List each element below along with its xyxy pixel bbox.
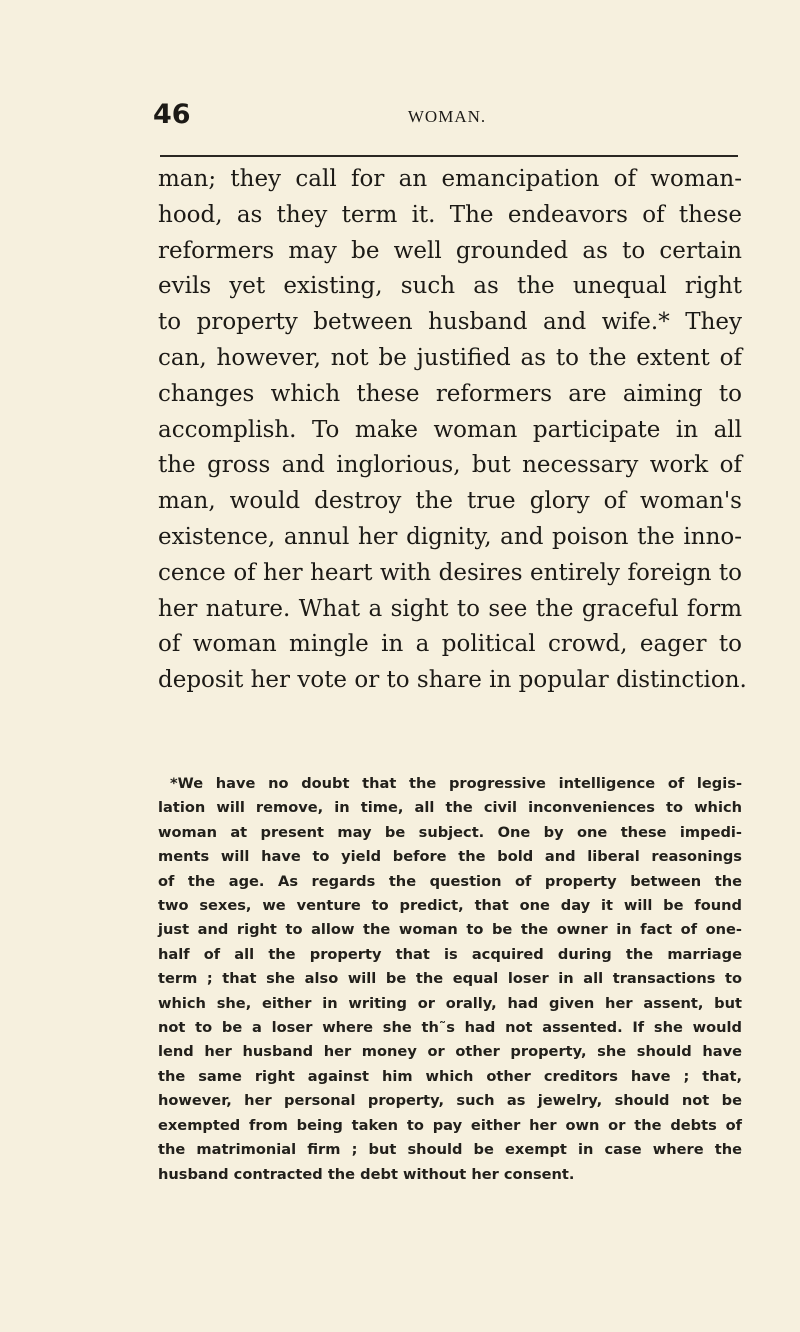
page-number: 46 [153,99,191,130]
body-line: cence of her heart with desires entirely foreign to [158,559,742,586]
footnote [158,772,742,1187]
footnote-line: *We have no doubt that the progressive intelligence of legis- [170,775,742,792]
body-paragraph [158,162,747,699]
footnote-line: however, her personal property, such as jewelry, should not be [158,1092,742,1110]
body-line: changes which these reformers are aiming to [158,380,742,407]
body-line: hood, as they term it. The endeavors of these [158,201,742,228]
body-line: to property between husband and wife.* They [158,309,742,336]
footnote-line: term ; that she also will be the equal loser in all transactions to [158,970,742,988]
running-head: WOMAN. [407,107,487,126]
body-line: the gross and inglorious, but necessary work of [158,452,742,479]
body-line: of woman mingle in a political crowd, eager to [158,631,742,658]
footnote-line: the matrimonial firm ; but should be exempt in case where the [158,1141,742,1159]
footnote-line: husband contracted the debt without her consent. [158,1165,575,1183]
footnote-line: just and right to allow the woman to be the owner in fact of one- [158,921,742,939]
footnote-line: half of all the property that is acquired during the marriage [158,945,742,963]
page-header [153,95,741,135]
body-line: her nature. What a sight to see the graceful form [158,595,742,622]
footnote-line: lend her husband her money or other property, she should have [158,1043,742,1061]
body-line: man; they call for an emancipation of woman- [158,166,742,192]
body-line: existence, annul her dignity, and poison the inno- [158,523,742,550]
footnote-line: not to be a loser where she th˜s had not assented. If she would [158,1019,742,1037]
body-line: can, however, not be justified as to the extent of [158,344,742,371]
footnote-line: exempted from being taken to pay either her own or the debts of [158,1116,742,1134]
body-line: evils yet existing, such as the unequal right [158,273,742,300]
body-line: accomplish. To make woman participate in all [158,416,742,443]
footnote-line: woman at present may be subject. One by one these impedi- [158,823,742,841]
footnote-line: which she, either in writing or orally, had given her assent, but [158,994,742,1012]
body-line: man, would destroy the true glory of woman's [158,488,742,515]
footnote-line: two sexes, we venture to predict, that one day it will be found [158,897,742,915]
footnote-line: of the age. As regards the question of property between the [158,872,742,890]
footnote-line: ments will have to yield before the bold and liberal reasonings [158,848,742,866]
footnote-line: the same right against him which other creditors have ; that, [158,1067,742,1085]
footnote-line: lation will remove, in time, all the civil inconveniences to which [158,799,742,817]
body-line: reformers may be well grounded as to certain [158,237,742,264]
header-rule [160,155,738,157]
body-line: deposit her vote or to share in popular distinction. [158,667,747,694]
